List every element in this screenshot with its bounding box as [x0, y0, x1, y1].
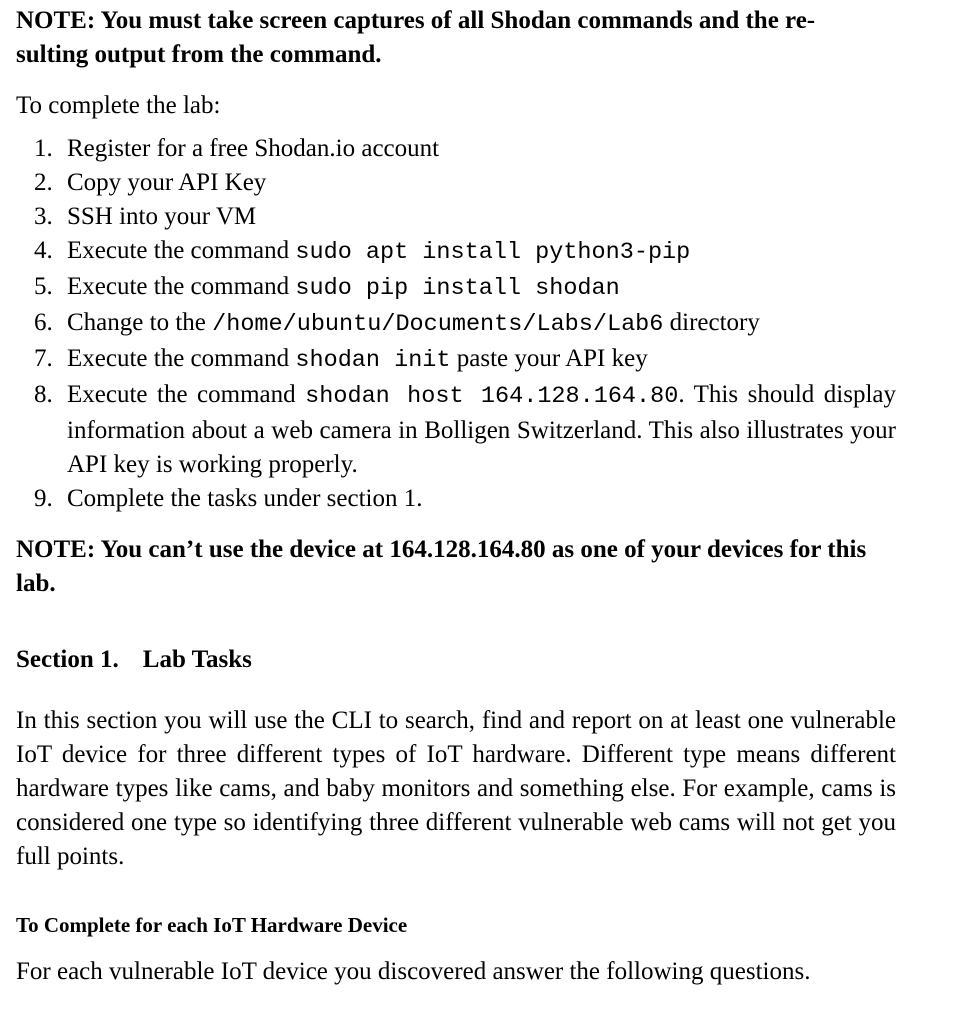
- final-line: For each vulnerable IoT device you discovered answer the following questions.: [16, 958, 811, 985]
- step-text: SSH into your VM: [67, 203, 257, 230]
- list-item: [34, 482, 896, 516]
- list-item: [34, 166, 896, 200]
- subheading: To Complete for each IoT Hardware Device: [16, 913, 408, 937]
- step-number: 5.: [34, 273, 53, 300]
- step-text-suffix: directory: [669, 309, 760, 336]
- command-code: shodan host 164.128.164.80: [305, 383, 679, 410]
- step-text: Execute the command: [67, 345, 290, 372]
- step-text: Execute the command: [67, 237, 290, 264]
- step-text-suffix: . This should display information about a web camera in Bolligen Switzerland. This also illustrates your API key is working properly.: [67, 381, 896, 478]
- section-number: Section 1.: [16, 646, 119, 673]
- step-number: 8.: [34, 381, 53, 408]
- step-text: Copy your API Key: [67, 169, 267, 196]
- note-line-2: sulting output from the command.: [16, 41, 382, 68]
- step-number: 2.: [34, 169, 53, 196]
- step-number: 9.: [34, 485, 53, 512]
- command-code: sudo pip install shodan: [295, 275, 620, 302]
- list-item: [34, 132, 896, 166]
- step-text: Execute the command: [67, 273, 290, 300]
- note-line-1: NOTE: You must take screen captures of all Shodan commands and the re-: [16, 7, 816, 34]
- section-title: Lab Tasks: [142, 646, 252, 673]
- list-item: [34, 306, 896, 342]
- section-heading: [16, 643, 896, 677]
- list-item: [34, 378, 896, 482]
- list-item: [34, 200, 896, 234]
- note-screen-captures: [16, 4, 896, 72]
- step-text-suffix: paste your API key: [456, 345, 648, 372]
- step-number: 6.: [34, 309, 53, 336]
- step-number: 3.: [34, 203, 53, 230]
- intro-text: To complete the lab:: [16, 92, 221, 119]
- section-paragraph: In this section you will use the CLI to search, find and report on at least one vulnerable IoT device for three different types of IoT hardware. Different type means different hardware types like cams, and baby monitors and something else. For example, cams is considered one type so identifying three different vulnerable web cams will not get you full points.: [16, 707, 896, 870]
- list-item: [34, 234, 896, 270]
- steps-list: [34, 132, 896, 516]
- step-text: Execute the command: [67, 381, 296, 408]
- command-code: sudo apt install python3-pip: [295, 239, 691, 266]
- step-text: Register for a free Shodan.io account: [67, 135, 440, 162]
- step-number: 4.: [34, 237, 53, 264]
- list-item: [34, 342, 896, 378]
- step-text: Complete the tasks under section 1.: [67, 485, 423, 512]
- step-number: 1.: [34, 135, 53, 162]
- directory-path: /home/ubuntu/Documents/Labs/Lab6: [212, 311, 664, 338]
- list-item: [34, 270, 896, 306]
- note-device-restriction: NOTE: You can’t use the device at 164.128.164.80 as one of your devices for this lab.: [16, 536, 867, 597]
- step-text: Change to the: [67, 309, 206, 336]
- step-number: 7.: [34, 345, 53, 372]
- command-code: shodan init: [295, 347, 451, 374]
